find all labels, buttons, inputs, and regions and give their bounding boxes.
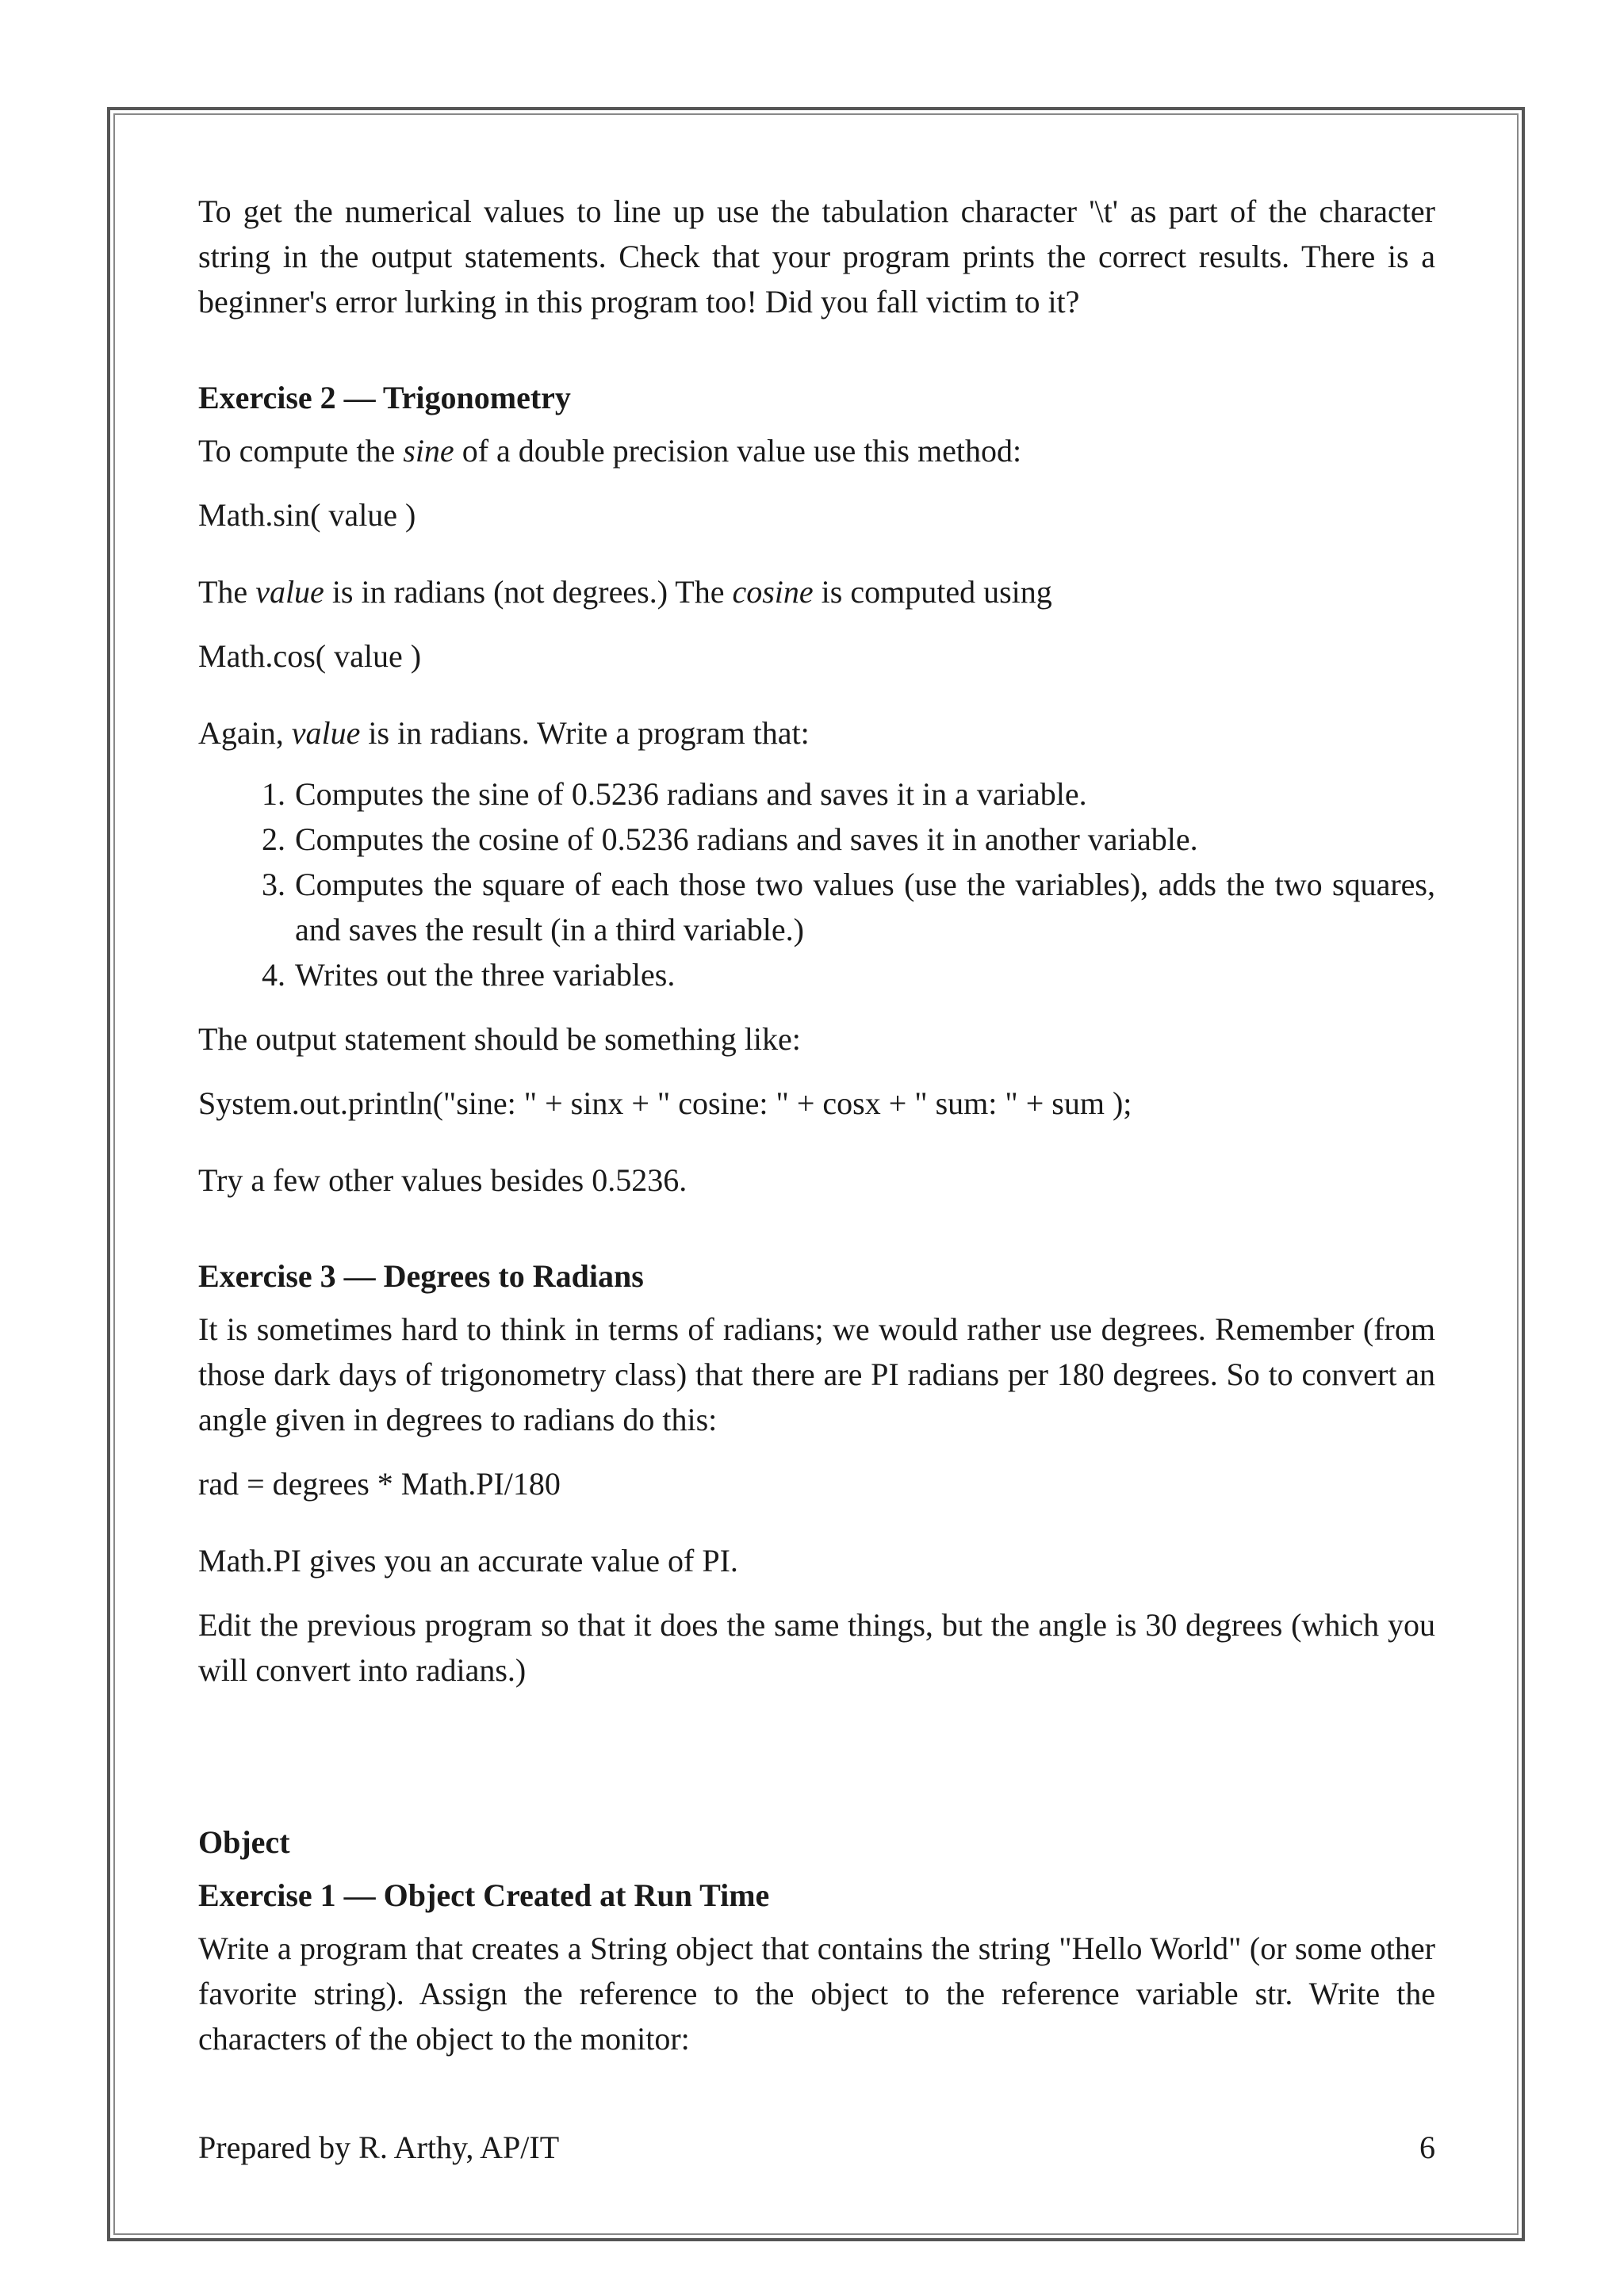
sine-intro: To compute the sine of a double precision value use this method: — [198, 433, 1022, 469]
page-footer — [198, 2125, 1435, 2170]
list-item: 3. Computes the square of each those two values (use the variables), adds the two squares, and saves the result (in a third variable.) — [262, 867, 1435, 947]
tab-character-paragraph: To get the numerical values to line up use the tabulation character '\t' as part of the character string in the output statements. Check that your program prints the correct results. There is a beginner's error lurking in this program too! Did you fall victim to it? — [198, 193, 1435, 320]
page-number: 6 — [1419, 2130, 1435, 2165]
page-content — [198, 189, 1435, 2061]
program-steps-list — [198, 771, 1435, 997]
list-item: 2. Computes the cosine of 0.5236 radians and saves it in another variable. — [262, 821, 1198, 857]
code-math-sin: Math.sin( value ) — [198, 497, 416, 533]
radians-note: The value is in radians (not degrees.) The cosine is computed using — [198, 574, 1052, 610]
object-exercise-1-paragraph: Write a program that creates a String object that contains the string "Hello World" (or some other favorite string). Assign the reference to the object to the reference variable str. Write the characters of the object to the monitor: — [198, 1931, 1435, 2057]
program-intro: Again, value is in radians. Write a program that: — [198, 715, 810, 751]
exercise-2-heading: Exercise 2 — Trigonometry — [198, 380, 571, 415]
object-exercise-1-heading: Exercise 1 — Object Created at Run Time — [198, 1877, 770, 1913]
code-rad-formula: rad = degrees * Math.PI/180 — [198, 1466, 561, 1502]
value-term: value — [291, 715, 361, 751]
output-intro: The output statement should be something like: — [198, 1021, 801, 1057]
code-math-cos: Math.cos( value ) — [198, 638, 422, 674]
math-pi-note: Math.PI gives you an accurate value of PI. — [198, 1543, 738, 1578]
footer-author: Prepared by R. Arthy, AP/IT — [198, 2130, 560, 2165]
sine-term: sine — [403, 433, 454, 469]
value-term: value — [255, 574, 324, 610]
code-println: System.out.println("sine: " + sinx + " cosine: " + cosx + " sum: " + sum ); — [198, 1085, 1132, 1121]
list-item: 1. Computes the sine of 0.5236 radians and saves it in a variable. — [262, 776, 1087, 812]
try-values-note: Try a few other values besides 0.5236. — [198, 1162, 688, 1198]
list-item: 4. Writes out the three variables. — [262, 957, 676, 993]
exercise-3-heading: Exercise 3 — Degrees to Radians — [198, 1258, 644, 1294]
object-section-title: Object — [198, 1824, 290, 1860]
cosine-term: cosine — [732, 574, 814, 610]
edit-program-paragraph: Edit the previous program so that it does the same things, but the angle is 30 degrees (which you will convert into radians.) — [198, 1607, 1435, 1688]
degrees-paragraph: It is sometimes hard to think in terms of radians; we would rather use degrees. Remember (from those dark days of trigonometry class) that there are PI radians per 180 degrees. So to convert an angle given in degrees to radians do this: — [198, 1311, 1435, 1437]
